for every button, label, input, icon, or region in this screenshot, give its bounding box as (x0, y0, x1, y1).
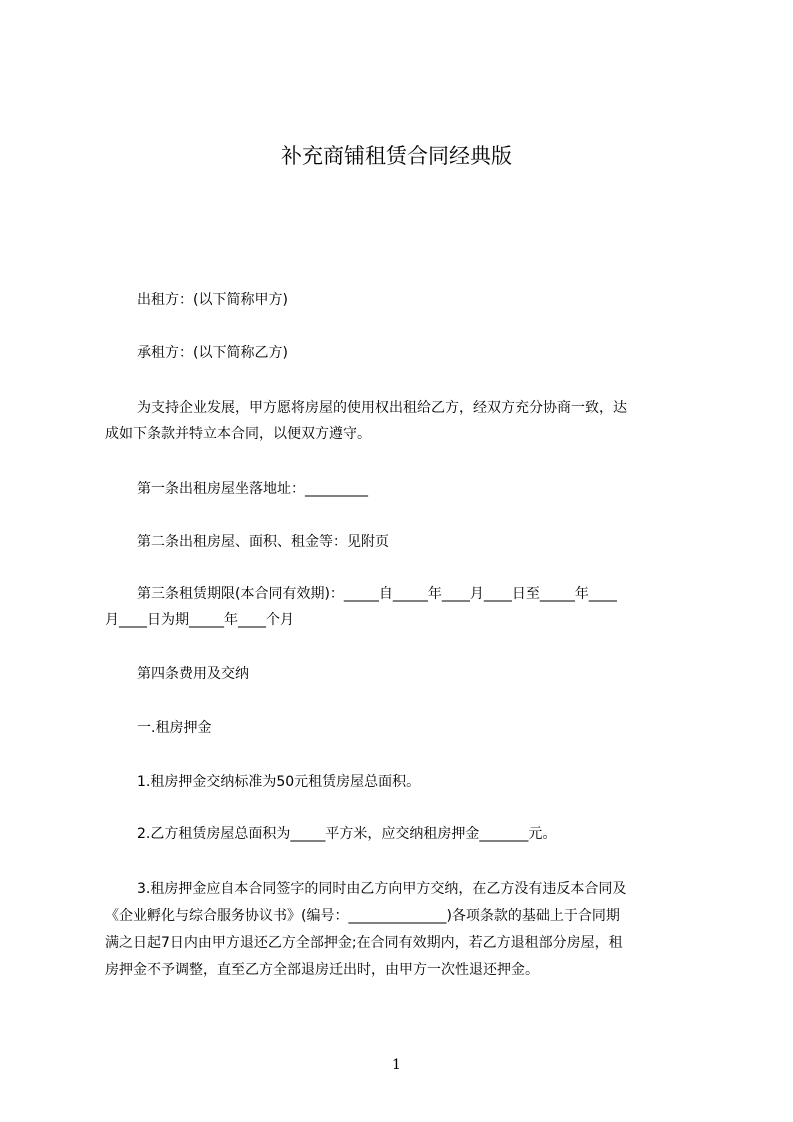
article-3-term-line-2: 月____日为期_____年____个月 (105, 612, 294, 628)
deposit-clause-3-line-1: 3.租房押金应自本合同签字的同时由乙方向甲方交纳，在乙方没有违反本合同及 (137, 881, 627, 897)
intro-paragraph-line-1: 为支持企业发展，甲方愿将房屋的使用权出租给乙方，经双方充分协商一致，达 (137, 400, 627, 416)
deposit-clause-3-line-3: 满之日起7日内由甲方退还乙方全部押金;在合同有效期内，若乙方退租部分房屋，租 (105, 935, 623, 951)
document-title: 补充商铺租赁合同经典版 (281, 144, 512, 168)
page-number: 1 (392, 1057, 401, 1073)
article-4-heading: 第四条费用及交纳 (137, 666, 249, 682)
deposit-clause-3-line-2: 《企业孵化与综合服务协议书》(编号：______________)各项条款的基础上于合同期 (105, 908, 620, 924)
deposit-clause-2: 2.乙方租赁房屋总面积为_____平方米，应交纳租房押金_______元。 (137, 826, 557, 842)
intro-paragraph-line-2: 成如下条款并特立本合同，以便双方遵守。 (105, 426, 371, 442)
deposit-heading: 一.租房押金 (137, 720, 212, 736)
deposit-clause-3-line-4: 房押金不予调整，直至乙方全部退房迁出时，由甲方一次性退还押金。 (105, 962, 539, 978)
article-3-term-line-1: 第三条租赁期限(本合同有效期)：_____自_____年____月____日至_____年____ (137, 586, 617, 602)
lessee-line: 承租方：(以下简称乙方) (137, 345, 288, 361)
lessor-line: 出租方：(以下简称甲方) (137, 292, 288, 308)
deposit-clause-1: 1.租房押金交纳标准为50元租赁房屋总面积。 (137, 774, 421, 790)
article-2-details: 第二条出租房屋、面积、租金等：见附页 (137, 534, 389, 550)
article-1-address: 第一条出租房屋坐落地址：_________ (137, 481, 368, 497)
